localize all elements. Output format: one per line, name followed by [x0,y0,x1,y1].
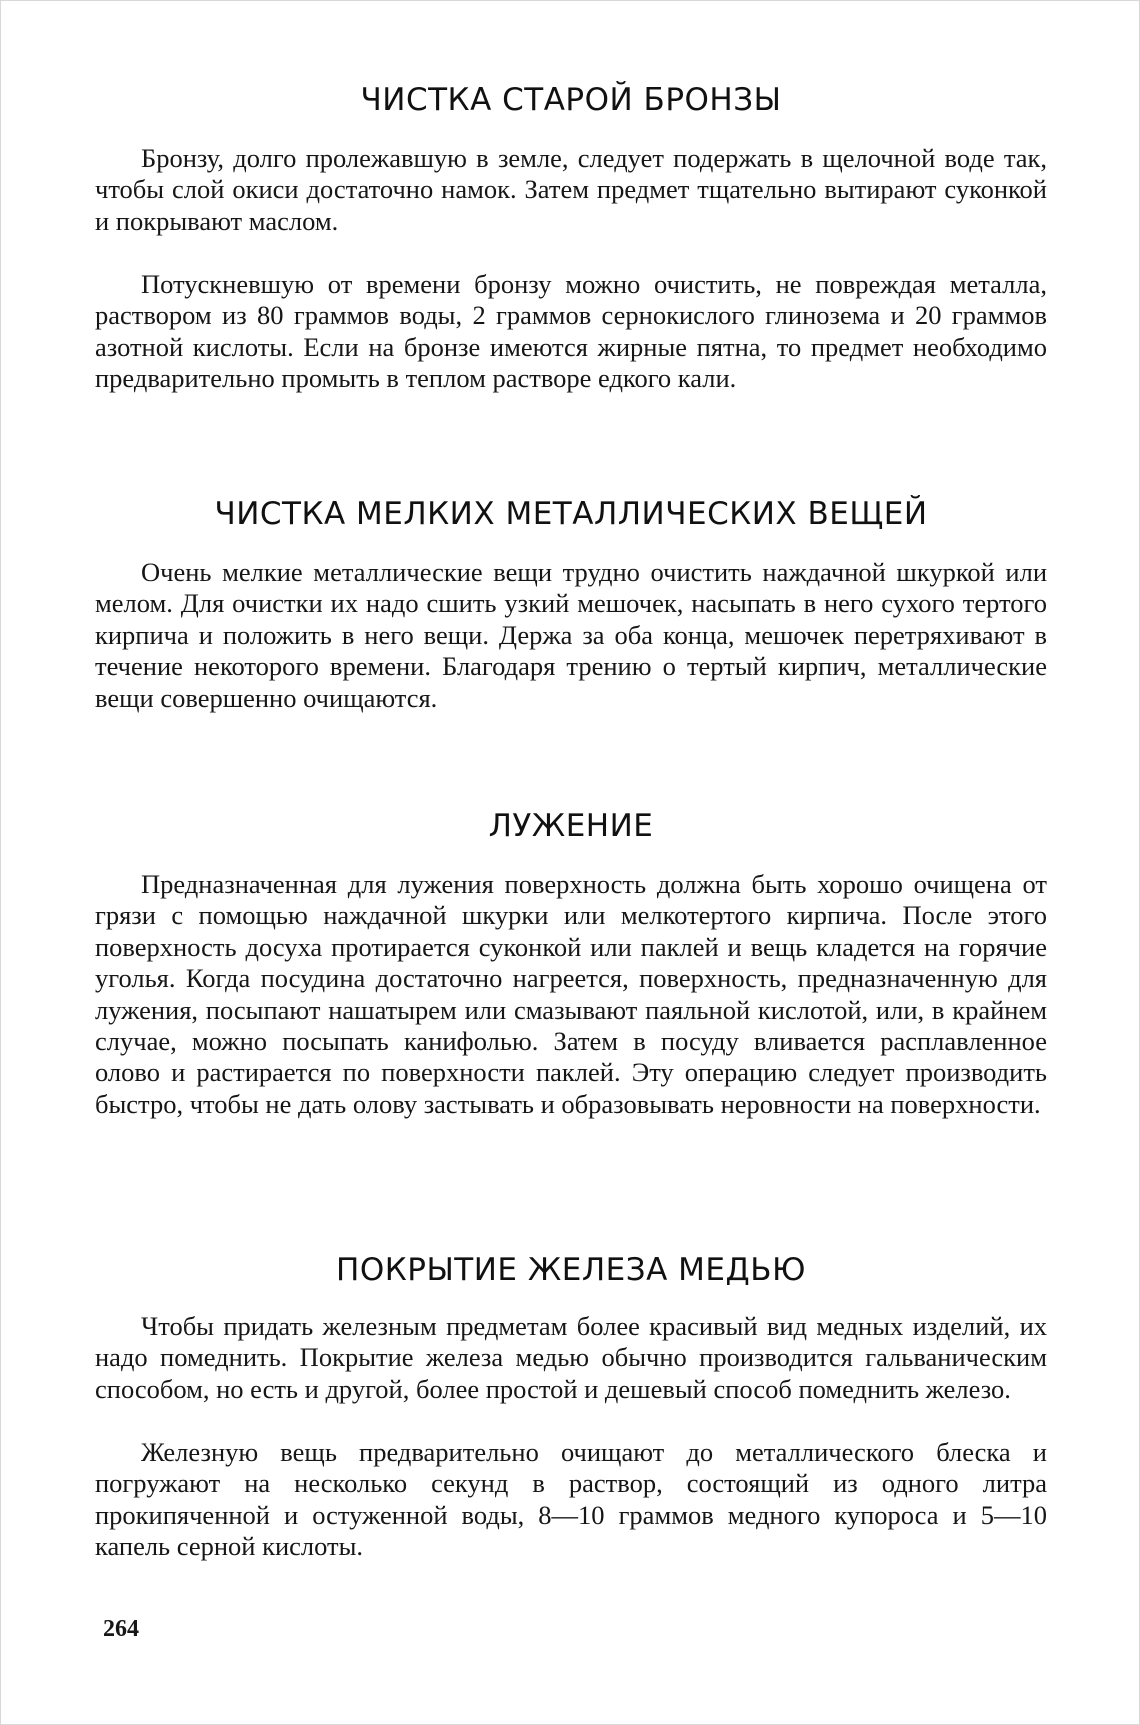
section-title-tinning: ЛУЖЕНИЕ [488,808,654,844]
section-title-copper-plating: ПОКРЫТИЕ ЖЕЛЕЗА МЕДЬЮ [336,1252,806,1288]
section-title-bronze: ЧИСТКА СТАРОЙ БРОНЗЫ [360,82,782,118]
paragraph-tinning-1: Предназначенная для лужения поверхность должна быть хорошо очищена от грязи с помощью наждачной шкурки или мелкотертого кирпича. После этого поверхность досуха протирается суконкой или паклей и вещь кладется на горячие уголья. Когда посудина достаточно нагреется, поверхность, предназначенную для лужения, посыпают нашатырем или смазывают паяльной кислотой, или, в крайнем случае, можно посыпать канифолью. Затем в посуду вливается расплавленное олово и растирается по поверхности паклей. Эту операцию следует производить быстро, чтобы не дать олову застывать и образовывать неровности на поверхности. [95,869,1047,1119]
paragraph-copper-2: Железную вещь предварительно очищают до металлического блеска и погружают на несколько секунд в раствор, состоящий из одного литра прокипяченной и остуженной воды, 8—10 граммов медного купороса и 5—10 капель серной кислоты. [95,1437,1047,1562]
page-number: 264 [103,1616,139,1642]
section-title-small-items: ЧИСТКА МЕЛКИХ МЕТАЛЛИЧЕСКИХ ВЕЩЕЙ [214,496,928,532]
paragraph-copper-1: Чтобы придать железным предметам более красивый вид медных изделий, их надо помеднить. Покрытие железа медью обычно производится гальваническим способом, но есть и другой, более простой и дешевый способ помеднить железо. [95,1311,1047,1404]
paragraph-bronze-1: Бронзу, долго пролежавшую в земле, следует подержать в щелочной воде так, чтобы слой окиси достаточно намок. Затем предмет тщательно вытирают суконкой и покрывают маслом. [95,143,1047,236]
paragraph-bronze-2: Потускневшую от времени бронзу можно очистить, не повреждая металла, раствором из 80 граммов воды, 2 граммов сернокислого глинозема и 20 граммов азотной кислоты. Если на бронзе имеются жирные пятна, то предмет необходимо предварительно промыть в теплом растворе едкого кали. [95,269,1047,394]
paragraph-small-items-1: Очень мелкие металлические вещи трудно очистить наждачной шкуркой или мелом. Для очистки их надо сшить узкий мешочек, насыпать в него сухого тертого кирпича и положить в него вещи. Держа за оба конца, мешочек перетряхивают в течение некоторого времени. Благодаря трению о тертый кирпич, металлические вещи совершенно очищаются. [95,557,1047,713]
